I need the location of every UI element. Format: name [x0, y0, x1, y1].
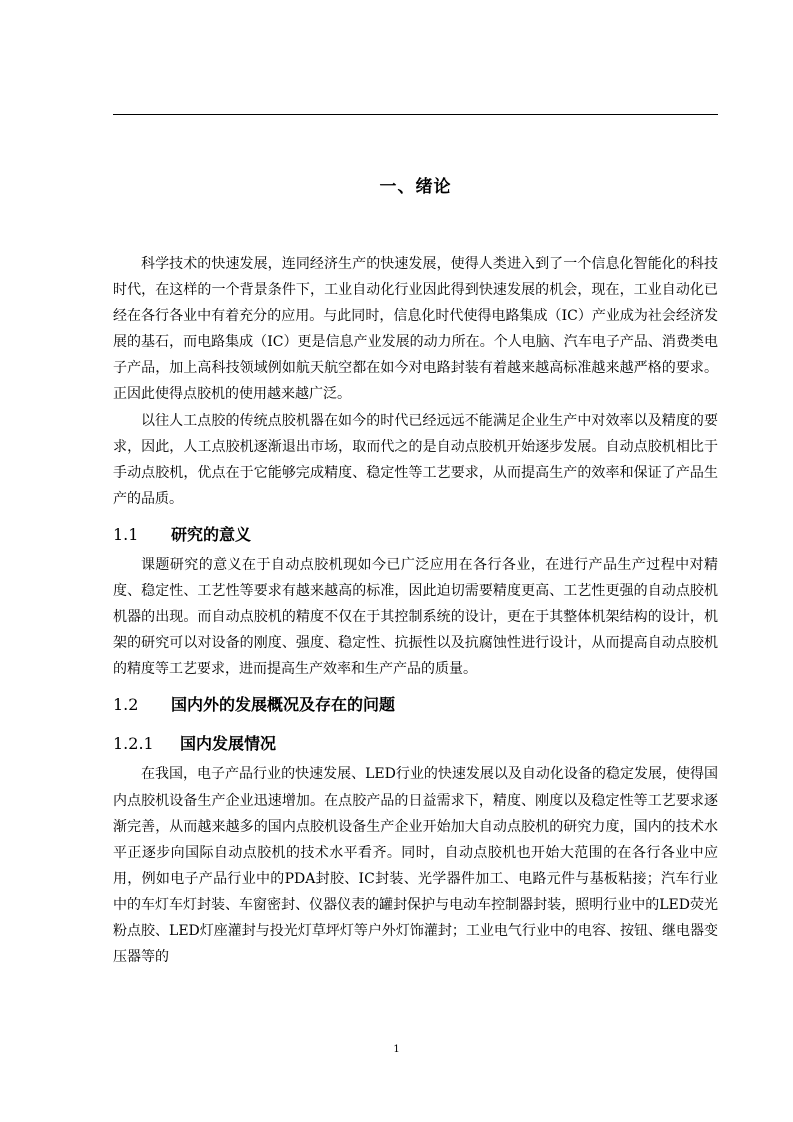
section-1-1-paragraph: 课题研究的意义在于自动点胶机现如今已广泛应用在各行各业，在进行产品生产过程中对精度、稳定性、工艺性等要求有越来越高的标准，因此迫切需要精度更高、工艺性更强的自动点胶机机器的出现。而自动点胶机的精度不仅在于其控制系统的设计，更在于其整体机架结构的设计，机架的研究可以对设备的刚度、强度、稳定性、抗振性以及抗腐蚀性进行设计，从而提高自动点胶机的精度等工艺要求，进而提高生产效率和生产产品的质量。 [113, 556, 718, 678]
section-title: 研究的意义 [171, 524, 252, 544]
section-1-2-1-paragraph: 在我国，电子产品行业的快速发展、LED行业的快速发展以及自动化设备的稳定发展，使得国内点胶机设备生产企业迅速增加。在点胶产品的日益需求下，精度、刚度以及稳定性等工艺要求逐渐完善，从而越来越多的国内点胶机设备生产企业开始加大自动点胶机的研究力度，国内的技术水平正逐步向国际自动点胶机的技术水平看齐。同时，自动点胶机也开始大范围的在各行各业中应用，例如电子产品行业中的PDA封胶、IC封装、光学器件加工、电路元件与基板粘接；汽车行业中的车灯车灯封装、车窗密封、仪器仪表的罐封保护与电动车控制器封装，照明行业中的LED荧光粉点胶、LED灯座灌封与投光灯草坪灯等户外灯饰灌封；工业电气行业中的电容、按钮、继电器变压器等的 [113, 766, 718, 966]
section-heading-1-2 [113, 689, 718, 721]
section-number: 1.1 [113, 524, 139, 544]
intro-paragraph-2: 以往人工点胶的传统点胶机器在如今的时代已经远远不能满足企业生产中对效率以及精度的要求，因此，人工点胶机逐渐退出市场，取而代之的是自动点胶机开始逐步发展。自动点胶机相比于手动点胶机，优点在于它能够完成精度、稳定性等工艺要求，从而提高生产的效率和保证了产品生产的品质。 [113, 412, 718, 507]
subsection-heading-1-2-1 [113, 728, 718, 760]
section-title: 国内外的发展概况及存在的问题 [171, 695, 396, 715]
page-content [113, 170, 718, 970]
section-number: 1.2 [113, 695, 139, 715]
subsection-number: 1.2.1 [113, 734, 154, 754]
page-number: 1 [393, 1044, 400, 1055]
header-rule [113, 114, 718, 115]
subsection-title: 国内发展情况 [180, 734, 277, 754]
chapter-title: 一、绪论 [379, 177, 452, 197]
intro-paragraph-1: 科学技术的快速发展，连同经济生产的快速发展，使得人类进入到了一个信息化智能化的科技时代，在这样的一个背景条件下，工业自动化行业因此得到快速发展的机会，现在，工业自动化已经在各行各业中有着充分的应用。与此同时，信息化时代使得电路集成（IC）产业成为社会经济发展的基石，而电路集成（IC）更是信息产业发展的动力所在。个人电脑、汽车电子产品、消费类电子产品，加上高科技领域例如航天航空都在如今对电路封装有着越来越高标准越来越严格的要求。正因此使得点胶机的使用越来越广泛。 [113, 256, 718, 403]
section-heading-1-1 [113, 519, 718, 551]
